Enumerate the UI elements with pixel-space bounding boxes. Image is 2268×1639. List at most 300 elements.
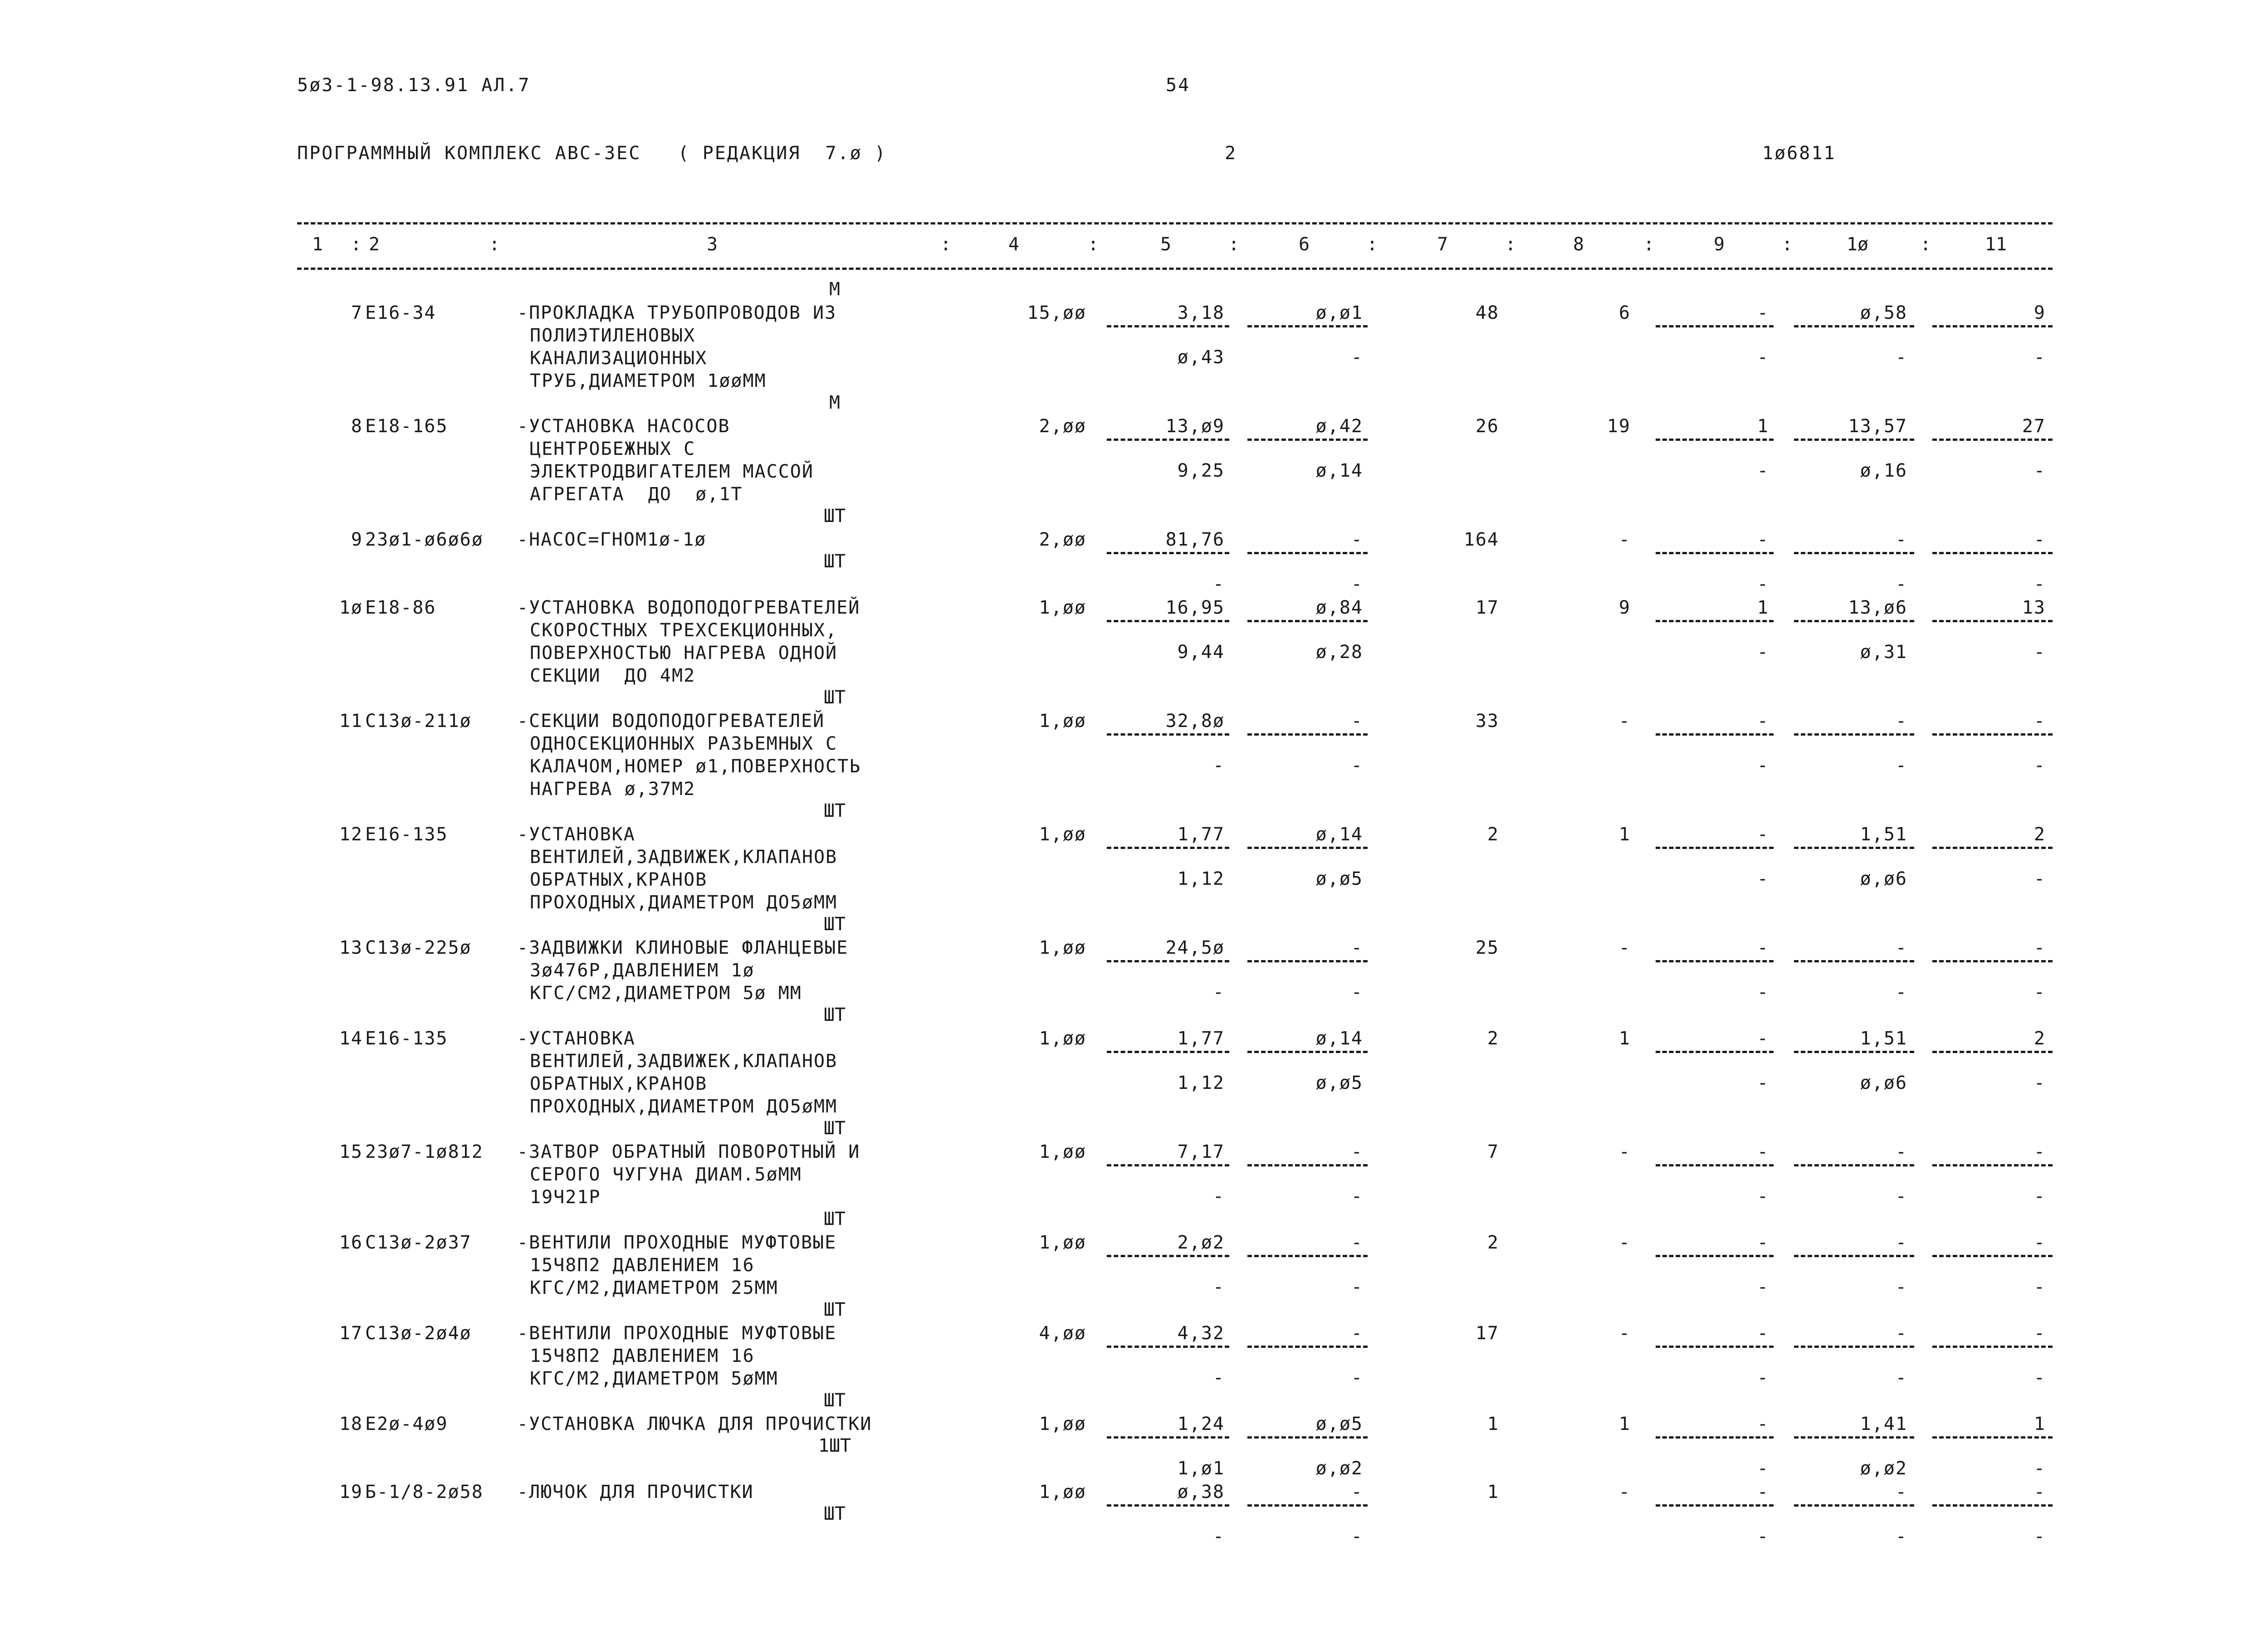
quantity: 1,øø xyxy=(1039,1414,1086,1434)
work-description-line: ПРОХОДНЫХ,ДИАМЕТРОМ ДО5øММ xyxy=(530,1096,838,1117)
subtotal-divider xyxy=(1656,1051,1774,1053)
column-separator: : xyxy=(1228,234,1240,255)
subvalue-col5: - xyxy=(1212,574,1225,595)
unit-label: ШТ xyxy=(823,687,846,708)
work-description-line: ЭЛЕКТРОДВИГАТЕЛЕМ МАССОЙ xyxy=(530,461,814,482)
total-col7: 2 xyxy=(1487,824,1499,845)
subtotal-divider xyxy=(1247,960,1368,962)
quantity: 1,øø xyxy=(1039,597,1086,618)
program-title: ПРОГРАММНЫЙ КОМПЛЕКС АВС-3ЕС ( РЕДАКЦИЯ 7.ø ) xyxy=(297,143,887,164)
norm-code: С13ø-2ø4ø xyxy=(365,1323,472,1344)
work-description-line: КГС/М2,ДИАМЕТРОМ 25ММ xyxy=(530,1278,778,1298)
quantity: 1,øø xyxy=(1039,824,1086,845)
value-col11: 27 xyxy=(2022,416,2046,437)
work-description-line: -ЗАДВИЖКИ КЛИНОВЫЕ ФЛАНЦЕВЫЕ xyxy=(517,937,849,958)
column-header-3: 3 xyxy=(706,234,718,255)
subtotal-divider xyxy=(1656,325,1774,327)
cost-col5: 1,77 xyxy=(1177,1028,1225,1049)
subvalue-col6: - xyxy=(1351,1367,1363,1388)
subtotal-divider xyxy=(1107,733,1229,736)
column-header-7: 7 xyxy=(1437,234,1448,255)
work-description-line: ОБРАТНЫХ,КРАНОВ xyxy=(530,869,708,890)
subtotal-divider xyxy=(1656,960,1774,962)
subvalue-col11: - xyxy=(2033,1458,2046,1479)
total-col8: 19 xyxy=(1607,416,1631,437)
value-col9: 1 xyxy=(1757,597,1769,618)
subtotal-divider xyxy=(1107,960,1229,962)
subtotal-divider xyxy=(1656,1255,1774,1257)
value-col10: - xyxy=(1895,1232,1907,1253)
subvalue-col9: - xyxy=(1757,1073,1769,1093)
subtotal-divider xyxy=(1932,1346,2053,1348)
value-col9: - xyxy=(1757,1028,1769,1049)
subtotal-divider xyxy=(1794,733,1914,736)
value-col10: 1,51 xyxy=(1860,1028,1907,1049)
subvalue-col10: ø,ø2 xyxy=(1860,1458,1907,1479)
subvalue-col10: - xyxy=(1895,755,1907,776)
quantity: 1,øø xyxy=(1039,1028,1086,1049)
subvalue-col9: - xyxy=(1757,460,1769,481)
section-number: 2 xyxy=(1225,143,1237,164)
total-col8: - xyxy=(1618,1232,1631,1253)
value-col10: 1,41 xyxy=(1860,1414,1907,1434)
subvalue-col6: - xyxy=(1351,1277,1363,1298)
column-separator: : xyxy=(1643,234,1655,255)
subtotal-divider xyxy=(1247,620,1368,622)
cost-col5: 24,5ø xyxy=(1165,937,1225,958)
row-number: 16 xyxy=(339,1232,363,1253)
subtotal-divider xyxy=(1794,1346,1914,1348)
subtotal-divider xyxy=(1656,1504,1774,1507)
unit-label: ШТ xyxy=(823,506,846,527)
row-number: 19 xyxy=(339,1482,363,1502)
subtotal-divider xyxy=(1794,960,1914,962)
quantity: 1,øø xyxy=(1039,1482,1086,1502)
total-col8: 1 xyxy=(1618,824,1631,845)
work-description-line: -УСТАНОВКА НАСОСОВ xyxy=(517,416,730,437)
row-number: 7 xyxy=(351,302,363,323)
column-header-10: 1ø xyxy=(1846,234,1869,255)
work-description-line: -УСТАНОВКА xyxy=(517,1028,635,1049)
total-col7: 48 xyxy=(1475,302,1499,323)
subvalue-col11: - xyxy=(2033,460,2046,481)
subvalue-col10: - xyxy=(1895,347,1907,368)
norm-code: Е16-135 xyxy=(365,824,448,845)
value-col11: 2 xyxy=(2033,824,2046,845)
cost-col6: ø,84 xyxy=(1315,597,1363,618)
subtotal-divider xyxy=(1932,1164,2053,1166)
subtotal-divider xyxy=(1932,960,2053,962)
subvalue-col10: - xyxy=(1895,1367,1907,1388)
value-col9: - xyxy=(1757,1232,1769,1253)
work-description-line: ПРОХОДНЫХ,ДИАМЕТРОМ ДО5øММ xyxy=(530,892,838,913)
value-col10: - xyxy=(1895,711,1907,732)
total-col8: - xyxy=(1618,711,1631,732)
subvalue-col9: - xyxy=(1757,1367,1769,1388)
value-col9: - xyxy=(1757,1482,1769,1502)
subtotal-divider xyxy=(1247,439,1368,441)
subvalue-col10: ø,ø6 xyxy=(1860,868,1907,889)
subtotal-divider xyxy=(1932,1504,2053,1507)
column-header-4: 4 xyxy=(1008,234,1020,255)
cost-col6: - xyxy=(1351,937,1363,958)
unit-label: М xyxy=(829,279,841,300)
cost-col5: 3,18 xyxy=(1177,302,1225,323)
value-col9: - xyxy=(1757,1414,1769,1434)
value-col11: 13 xyxy=(2022,597,2046,618)
value-col11: 1 xyxy=(2033,1414,2046,1434)
norm-code: Е16-135 xyxy=(365,1028,448,1049)
quantity: 2,øø xyxy=(1039,529,1086,550)
work-description-line: ОБРАТНЫХ,КРАНОВ xyxy=(530,1073,708,1094)
cost-col6: - xyxy=(1351,1482,1363,1502)
cost-col6: ø,14 xyxy=(1315,824,1363,845)
subvalue-col5: - xyxy=(1212,1186,1225,1207)
subtotal-divider xyxy=(1932,847,2053,849)
value-col11: - xyxy=(2033,1141,2046,1162)
value-col10: 1,51 xyxy=(1860,824,1907,845)
unit-label: ШТ xyxy=(823,800,846,821)
subtotal-divider xyxy=(1794,552,1914,554)
work-description-line: ПОВЕРХНОСТЬЮ НАГРЕВА ОДНОЙ xyxy=(530,643,838,663)
subtotal-divider xyxy=(1794,847,1914,849)
subtotal-divider xyxy=(1932,1436,2053,1439)
norm-code: Е18-165 xyxy=(365,416,448,437)
row-number: 11 xyxy=(339,711,363,732)
norm-code: С13ø-225ø xyxy=(365,937,472,958)
subvalue-col5: - xyxy=(1212,1367,1225,1388)
quantity: 1,øø xyxy=(1039,937,1086,958)
subvalue-col9: - xyxy=(1757,1186,1769,1207)
column-header-2: 2 xyxy=(368,234,380,255)
subvalue-col11: - xyxy=(2033,868,2046,889)
subtotal-divider xyxy=(1794,325,1914,327)
subtotal-divider xyxy=(1247,1255,1368,1257)
value-col9: - xyxy=(1757,529,1769,550)
cost-col6: ø,42 xyxy=(1315,416,1363,437)
subvalue-col11: - xyxy=(2033,1526,2046,1547)
value-col9: - xyxy=(1757,824,1769,845)
subtotal-divider xyxy=(1107,1436,1229,1439)
work-description-line: КАЛАЧОМ,НОМЕР ø1,ПОВЕРХНОСТЬ xyxy=(530,756,861,777)
column-separator: : xyxy=(1087,234,1099,255)
subvalue-col6: ø,ø2 xyxy=(1315,1458,1363,1479)
total-col7: 26 xyxy=(1475,416,1499,437)
subtotal-divider xyxy=(1932,325,2053,327)
subtotal-divider xyxy=(1247,1051,1368,1053)
subtotal-divider xyxy=(1107,439,1229,441)
subtotal-divider xyxy=(1794,620,1914,622)
norm-code: Е16-34 xyxy=(365,302,436,323)
subvalue-col5: 1,ø1 xyxy=(1177,1458,1225,1479)
cost-col5: 4,32 xyxy=(1177,1323,1225,1344)
work-description-line: КГС/М2,ДИАМЕТРОМ 5øММ xyxy=(530,1368,778,1389)
norm-code: Б-1/8-2ø58 xyxy=(365,1482,484,1502)
subtotal-divider xyxy=(1107,620,1229,622)
unit-label: ШТ xyxy=(823,1503,846,1524)
total-col7: 25 xyxy=(1475,937,1499,958)
subvalue-col6: ø,14 xyxy=(1315,460,1363,481)
subvalue-col10: - xyxy=(1895,1277,1907,1298)
total-col7: 17 xyxy=(1475,1323,1499,1344)
work-description-line: СЕРОГО ЧУГУНА ДИАМ.5øММ xyxy=(530,1164,802,1185)
row-number: 12 xyxy=(339,824,363,845)
subvalue-col6: - xyxy=(1351,982,1363,1003)
subtotal-divider xyxy=(1656,847,1774,849)
subtotal-divider xyxy=(1107,1504,1229,1507)
column-header-8: 8 xyxy=(1573,234,1584,255)
unit-label: М xyxy=(829,392,841,413)
quantity: 4,øø xyxy=(1039,1323,1086,1344)
subvalue-col5: 9,25 xyxy=(1177,460,1225,481)
subtotal-divider xyxy=(1247,1164,1368,1166)
value-col11: 9 xyxy=(2033,302,2046,323)
total-col7: 33 xyxy=(1475,711,1499,732)
total-col7: 1 xyxy=(1487,1482,1499,1502)
total-col7: 2 xyxy=(1487,1232,1499,1253)
subtotal-divider xyxy=(1932,620,2053,622)
value-col9: - xyxy=(1757,1323,1769,1344)
column-header-6: 6 xyxy=(1298,234,1310,255)
subtotal-divider xyxy=(1656,1346,1774,1348)
cost-col6: - xyxy=(1351,711,1363,732)
column-header-1: 1 xyxy=(312,234,323,255)
column-header-11: 11 xyxy=(1984,234,2007,255)
work-description-line: ЦЕНТРОБЕЖНЫХ С xyxy=(530,439,696,459)
subvalue-col9: - xyxy=(1757,347,1769,368)
value-col10: 13,57 xyxy=(1848,416,1907,437)
subvalue-col9: - xyxy=(1757,1526,1769,1547)
subvalue-col6: - xyxy=(1351,574,1363,595)
subvalue-col6: - xyxy=(1351,755,1363,776)
subtotal-divider xyxy=(1107,325,1229,327)
row-number: 8 xyxy=(351,416,363,437)
cost-col6: ø,ø1 xyxy=(1315,302,1363,323)
subvalue-col9: - xyxy=(1757,868,1769,889)
subvalue-col5: 1,12 xyxy=(1177,868,1225,889)
value-col10: ø,58 xyxy=(1860,302,1907,323)
subtotal-divider xyxy=(1932,552,2053,554)
subvalue-col10: ø,ø6 xyxy=(1860,1073,1907,1093)
row-number: 14 xyxy=(339,1028,363,1049)
page-number: 54 xyxy=(1166,75,1191,96)
quantity: 1,øø xyxy=(1039,1141,1086,1162)
subvalue-col9: - xyxy=(1757,574,1769,595)
subvalue-col5: - xyxy=(1212,1526,1225,1547)
subtotal-divider xyxy=(1107,1164,1229,1166)
subvalue-col5: 9,44 xyxy=(1177,642,1225,663)
subvalue-col5: - xyxy=(1212,1277,1225,1298)
subvalue-col9: - xyxy=(1757,642,1769,663)
work-description-line: КАНАЛИЗАЦИОННЫХ xyxy=(530,348,708,369)
total-col7: 7 xyxy=(1487,1141,1499,1162)
cost-col6: - xyxy=(1351,1323,1363,1344)
subtotal-divider xyxy=(1656,552,1774,554)
column-separator: : xyxy=(1366,234,1378,255)
value-col10: - xyxy=(1895,937,1907,958)
unit-label: ШТ xyxy=(823,1390,846,1411)
subvalue-col5: - xyxy=(1212,982,1225,1003)
subvalue-col10: ø,16 xyxy=(1860,460,1907,481)
subvalue-col11: - xyxy=(2033,1277,2046,1298)
subtotal-divider xyxy=(1247,733,1368,736)
value-col11: - xyxy=(2033,529,2046,550)
value-col10: 13,ø6 xyxy=(1848,597,1907,618)
subtotal-divider xyxy=(1794,1164,1914,1166)
row-number: 18 xyxy=(339,1414,363,1434)
norm-code: 23ø7-1ø812 xyxy=(365,1141,484,1162)
quantity: 15,øø xyxy=(1027,302,1086,323)
subtotal-divider xyxy=(1247,1436,1368,1439)
value-col11: - xyxy=(2033,711,2046,732)
cost-col5: 1,77 xyxy=(1177,824,1225,845)
value-col11: - xyxy=(2033,937,2046,958)
work-description-line: НАГРЕВА ø,37М2 xyxy=(530,779,696,800)
subtotal-divider xyxy=(1932,439,2053,441)
total-col8: 9 xyxy=(1618,597,1631,618)
cost-col5: 1,24 xyxy=(1177,1414,1225,1434)
work-description-line: -ЗАТВОР ОБРАТНЫЙ ПОВОРОТНЫЙ И xyxy=(517,1141,860,1162)
value-col10: - xyxy=(1895,529,1907,550)
column-separator: : xyxy=(1920,234,1931,255)
subvalue-col6: - xyxy=(1351,347,1363,368)
unit-label: ШТ xyxy=(823,1118,846,1139)
total-col8: - xyxy=(1618,529,1631,550)
row-number: 1ø xyxy=(339,597,363,618)
subvalue-col11: - xyxy=(2033,1186,2046,1207)
unit-label: ШТ xyxy=(823,1209,846,1229)
work-description-line: -ЛЮЧОК ДЛЯ ПРОЧИСТКИ xyxy=(517,1482,754,1502)
quantity: 1,øø xyxy=(1039,711,1086,732)
unit-label: ШТ xyxy=(823,1299,846,1320)
total-col7: 164 xyxy=(1463,529,1499,550)
work-description-line: 15Ч8П2 ДАВЛЕНИЕМ 16 xyxy=(530,1255,755,1276)
subvalue-col6: - xyxy=(1351,1186,1363,1207)
subtotal-divider xyxy=(1107,552,1229,554)
work-description-line: -ПРОКЛАДКА ТРУБОПРОВОДОВ ИЗ xyxy=(517,302,837,323)
cost-col5: ø,38 xyxy=(1177,1482,1225,1502)
table-top-rule xyxy=(297,222,2053,224)
cost-col6: ø,ø5 xyxy=(1315,1414,1363,1434)
subvalue-col6: ø,ø5 xyxy=(1315,868,1363,889)
work-description-line: СКОРОСТНЫХ ТРЕХСЕКЦИОННЫХ, xyxy=(530,620,838,641)
subvalue-col11: - xyxy=(2033,1073,2046,1093)
norm-code: 23ø1-ø6ø6ø xyxy=(365,529,484,550)
column-separator: : xyxy=(1781,234,1793,255)
subvalue-col6: - xyxy=(1351,1526,1363,1547)
subvalue-col9: - xyxy=(1757,1277,1769,1298)
subvalue-col11: - xyxy=(2033,642,2046,663)
subvalue-col5: ø,43 xyxy=(1177,347,1225,368)
work-description-line: ВЕНТИЛЕЙ,ЗАДВИЖЕК,КЛАПАНОВ xyxy=(530,1051,838,1072)
doc-number: 1ø6811 xyxy=(1762,143,1836,164)
subvalue-col5: - xyxy=(1212,755,1225,776)
subvalue-col9: - xyxy=(1757,755,1769,776)
total-col7: 2 xyxy=(1487,1028,1499,1049)
subtotal-divider xyxy=(1107,1255,1229,1257)
unit-label: ШТ xyxy=(823,551,846,572)
row-number: 9 xyxy=(351,529,363,550)
total-col8: - xyxy=(1618,937,1631,958)
subvalue-col10: - xyxy=(1895,1186,1907,1207)
subtotal-divider xyxy=(1247,325,1368,327)
cost-col6: ø,14 xyxy=(1315,1028,1363,1049)
subvalue-col10: - xyxy=(1895,1526,1907,1547)
quantity: 1,øø xyxy=(1039,1232,1086,1253)
subtotal-divider xyxy=(1107,1346,1229,1348)
subtotal-divider xyxy=(1247,1346,1368,1348)
subvalue-col11: - xyxy=(2033,982,2046,1003)
work-description-line: ВЕНТИЛЕЙ,ЗАДВИЖЕК,КЛАПАНОВ xyxy=(530,847,838,868)
subvalue-col9: - xyxy=(1757,982,1769,1003)
column-separator: : xyxy=(350,234,362,255)
column-separator: : xyxy=(489,234,500,255)
subtotal-divider xyxy=(1107,1051,1229,1053)
value-col11: - xyxy=(2033,1482,2046,1502)
work-description-line: СЕКЦИИ ДО 4М2 xyxy=(530,665,696,686)
cost-col6: - xyxy=(1351,529,1363,550)
subtotal-divider xyxy=(1656,1436,1774,1439)
subtotal-divider xyxy=(1932,733,2053,736)
subtotal-divider xyxy=(1247,552,1368,554)
unit-label: 1ШТ xyxy=(818,1435,851,1456)
column-header-5: 5 xyxy=(1160,234,1172,255)
subtotal-divider xyxy=(1794,1051,1914,1053)
cost-col6: - xyxy=(1351,1232,1363,1253)
subtotal-divider xyxy=(1794,1504,1914,1507)
cost-col5: 81,76 xyxy=(1165,529,1225,550)
subtotal-divider xyxy=(1656,1164,1774,1166)
work-description-line: -УСТАНОВКА xyxy=(517,824,635,845)
subtotal-divider xyxy=(1932,1255,2053,1257)
work-description-line: 19Ч21Р xyxy=(530,1187,601,1208)
work-description-line: 15Ч8П2 ДАВЛЕНИЕМ 16 xyxy=(530,1346,755,1366)
subtotal-divider xyxy=(1794,1255,1914,1257)
cost-col5: 13,ø9 xyxy=(1165,416,1225,437)
value-col11: - xyxy=(2033,1232,2046,1253)
value-col11: 2 xyxy=(2033,1028,2046,1049)
subvalue-col6: ø,28 xyxy=(1315,642,1363,663)
total-col8: 6 xyxy=(1618,302,1631,323)
cost-col5: 16,95 xyxy=(1165,597,1225,618)
quantity: 2,øø xyxy=(1039,416,1086,437)
total-col8: 1 xyxy=(1618,1414,1631,1434)
cost-col5: 32,8ø xyxy=(1165,711,1225,732)
subtotal-divider xyxy=(1656,439,1774,441)
subvalue-col11: - xyxy=(2033,755,2046,776)
cost-col5: 2,ø2 xyxy=(1177,1232,1225,1253)
work-description-line: -ВЕНТИЛИ ПРОХОДНЫЕ МУФТОВЫЕ xyxy=(517,1323,837,1344)
work-description-line: ПОЛИЭТИЛЕНОВЫХ xyxy=(530,325,696,346)
subvalue-col11: - xyxy=(2033,574,2046,595)
value-col10: - xyxy=(1895,1141,1907,1162)
value-col11: - xyxy=(2033,1323,2046,1344)
value-col9: - xyxy=(1757,1141,1769,1162)
subtotal-divider xyxy=(1794,439,1914,441)
row-number: 15 xyxy=(339,1141,363,1162)
norm-code: Е2ø-4ø9 xyxy=(365,1414,448,1434)
row-number: 13 xyxy=(339,937,363,958)
value-col9: - xyxy=(1757,711,1769,732)
column-header-9: 9 xyxy=(1713,234,1725,255)
work-description-line: -НАСОС=ГНОМ1ø-1ø xyxy=(517,529,707,550)
cost-col5: 7,17 xyxy=(1177,1141,1225,1162)
subvalue-col11: - xyxy=(2033,1367,2046,1388)
norm-code: Е18-86 xyxy=(365,597,436,618)
total-col8: 1 xyxy=(1618,1028,1631,1049)
subvalue-col11: - xyxy=(2033,347,2046,368)
value-col9: - xyxy=(1757,302,1769,323)
